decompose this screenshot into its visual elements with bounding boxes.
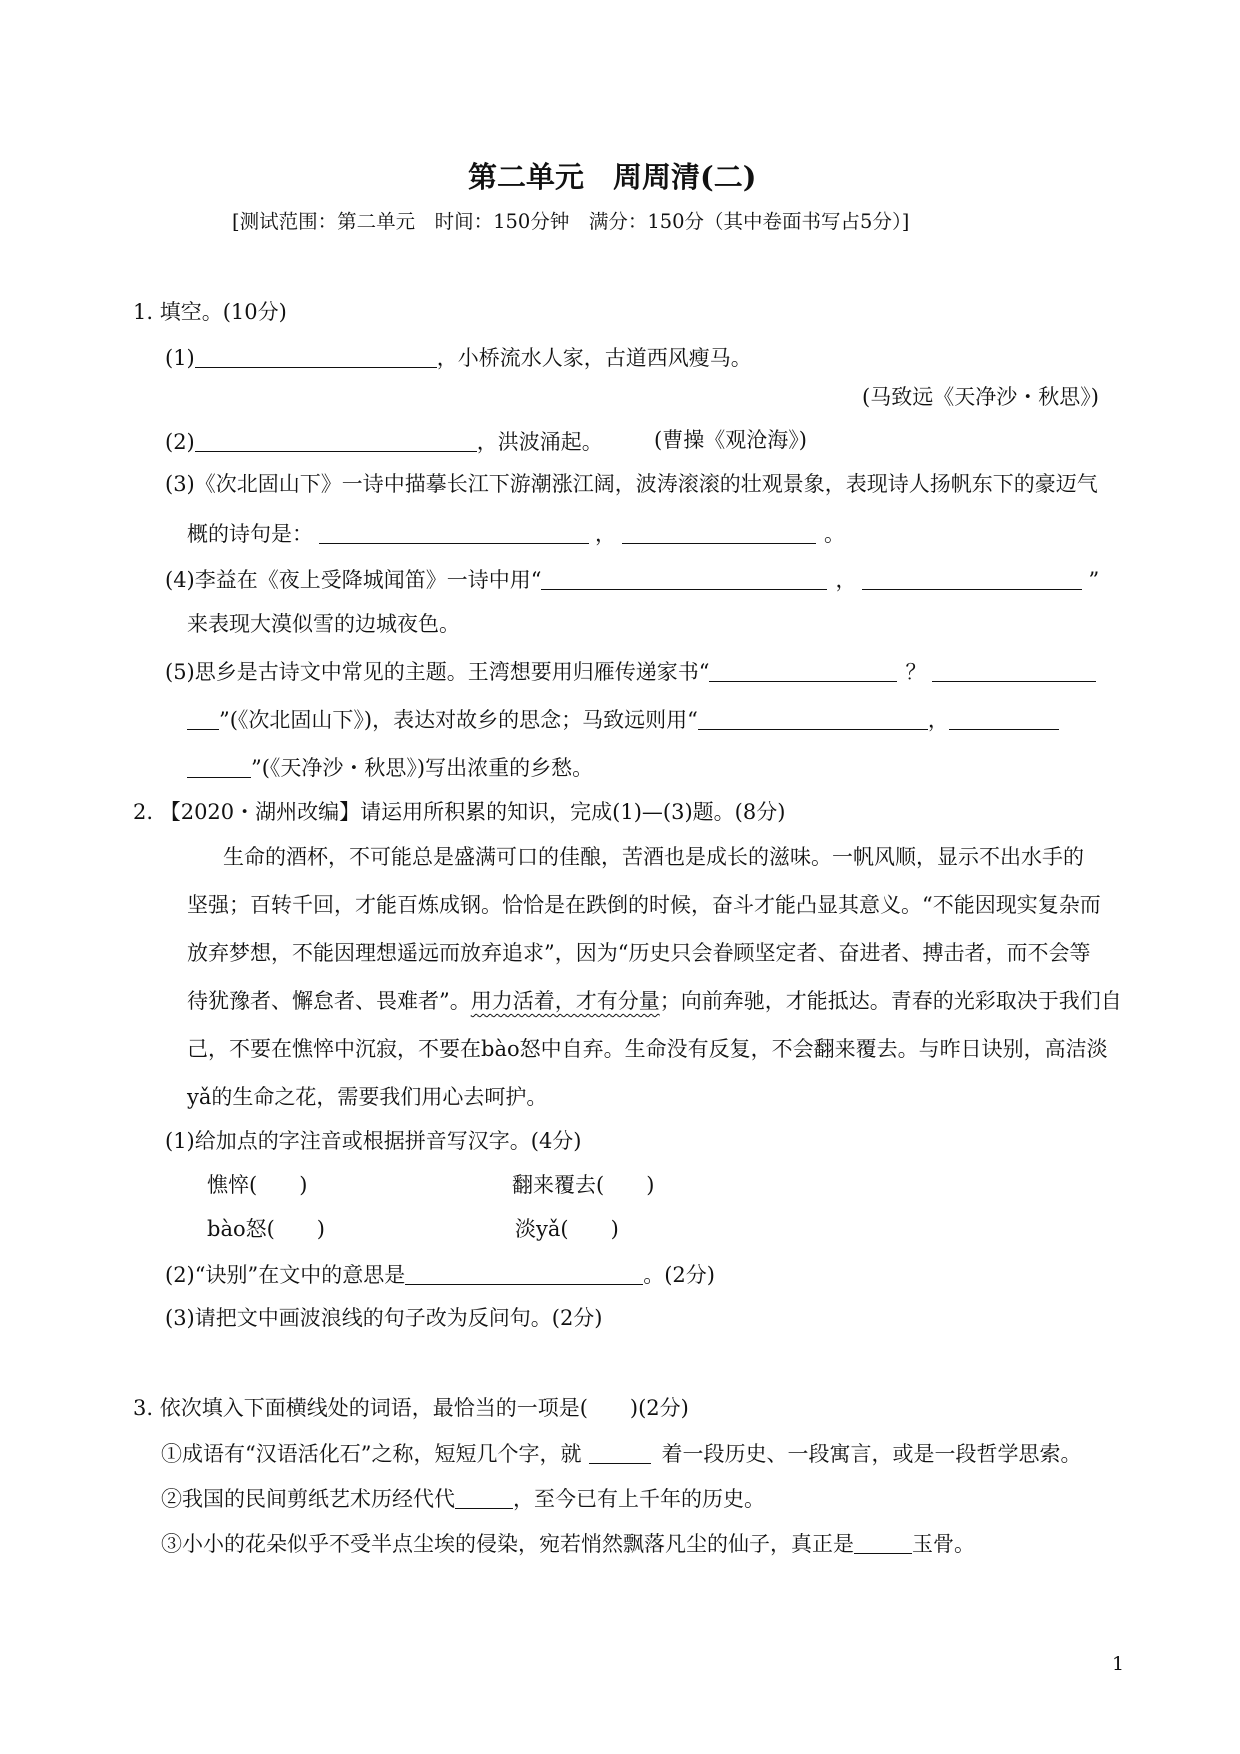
answer-blank[interactable] <box>949 708 1059 730</box>
item-text: ”(《次北固山下》)，表达对故乡的思念；马致远则用“ <box>219 708 698 732</box>
item-text: ， <box>835 568 857 592</box>
item-text: ③小小的花朵似乎不受半点尘埃的侵染，宛若悄然飘落凡尘的仙子，真正是 <box>161 1532 854 1556</box>
q1-item-4-line-2: 来表现大漠似雪的边城夜色。 <box>187 612 460 636</box>
q1-item-5-line-1 <box>165 660 1096 683</box>
answer-blank[interactable] <box>862 568 1082 590</box>
answer-blank[interactable] <box>195 346 437 368</box>
q1-item-2 <box>165 430 603 453</box>
q2-heading: 2. 【2020・湖州改编】请运用所积累的知识，完成(1)—(3)题。(8分) <box>133 800 786 824</box>
test-info: [测试范围：第二单元 时间：150分钟 满分：150分（其中卷面书写占5分）] <box>232 210 910 233</box>
item-text: (2)“诀别”在文中的意思是 <box>165 1263 406 1287</box>
q3-line-1 <box>161 1442 1081 1465</box>
item-text: 。(2分) <box>643 1263 715 1287</box>
q2-passage-line-1: 生命的酒杯，不可能总是盛满可口的佳酿，苦酒也是成长的滋味。一帆风顺，显示不出水手的 <box>223 845 1084 869</box>
item-text: ，洪波涌起。 <box>476 430 603 454</box>
answer-blank[interactable] <box>187 708 219 730</box>
answer-blank[interactable] <box>319 522 589 544</box>
word-item: bào怒( ) <box>207 1217 325 1241</box>
q3-line-2 <box>161 1487 765 1510</box>
item-text: ， <box>595 522 616 546</box>
q2-sub-1: (1)给加点的字注音或根据拼音写汉字。(4分) <box>165 1129 582 1153</box>
item-text: 着一段历史、一段寓言，或是一段哲学思索。 <box>661 1442 1082 1466</box>
q2-passage-line-2: 坚强；百转千回，才能百炼成钢。恰恰是在跌倒的时候，奋斗才能凸显其意义。“不能因现实复杂而 <box>187 893 1101 917</box>
item-text: ②我国的民间剪纸艺术历经代代 <box>161 1487 455 1511</box>
item-text: ， <box>927 708 949 732</box>
q3-line-3 <box>161 1532 975 1555</box>
answer-blank[interactable] <box>541 568 827 590</box>
q1-item-3-line-2 <box>187 522 845 545</box>
word-item: 憔悴( ) <box>207 1173 308 1197</box>
passage-text: 待犹豫者、懈怠者、畏难者”。 <box>187 989 471 1013</box>
answer-blank[interactable] <box>195 430 477 452</box>
item-text: ” <box>1088 568 1100 592</box>
q1-heading: 1. 填空。(10分) <box>133 300 287 324</box>
q1-item-3-line-1: (3)《次北固山下》一诗中描摹长江下游潮涨江阔，波涛滚滚的壮观景象，表现诗人扬帆东下的豪迈气 <box>165 472 1098 496</box>
q2-passage-line-6: yǎ的生命之花，需要我们用心去呵护。 <box>187 1085 548 1109</box>
word-item: 翻来覆去( ) <box>512 1173 655 1197</box>
answer-blank[interactable] <box>622 522 816 544</box>
answer-blank[interactable] <box>187 756 251 778</box>
answer-blank[interactable] <box>709 660 897 682</box>
answer-blank[interactable] <box>589 1442 651 1464</box>
q3-heading: 3. 依次填入下面横线处的词语，最恰当的一项是( )(2分) <box>133 1396 689 1420</box>
q2-sub-2 <box>165 1263 715 1286</box>
item-text: 。 <box>824 522 845 546</box>
item-text: 概的诗句是： <box>187 522 313 546</box>
item-number: (2) <box>165 430 195 454</box>
page-number: 1 <box>1112 1653 1125 1675</box>
item-text: ”(《天净沙・秋思》)写出浓重的乡愁。 <box>251 756 594 780</box>
word-item: 淡yǎ( ) <box>515 1217 619 1241</box>
answer-blank[interactable] <box>405 1263 643 1285</box>
q2-passage-line-5: 己，不要在憔悴中沉寂，不要在bào怒中自弃。生命没有反复，不会翻来覆去。与昨日诀别，高洁淡 <box>187 1037 1108 1061</box>
item-text: 玉骨。 <box>912 1532 975 1556</box>
q1-item-2-source: (曹操《观沧海》) <box>654 428 807 452</box>
item-text: ①成语有“汉语活化石”之称，短短几个字，就 <box>161 1442 582 1466</box>
page-title: 第二单元 周周清(二) <box>468 160 757 194</box>
q1-item-5-line-2 <box>187 708 1059 731</box>
q1-item-1 <box>165 346 752 369</box>
item-number: (1) <box>165 346 195 370</box>
q1-item-5-line-3 <box>187 756 593 779</box>
item-text: (4)李益在《夜上受降城闻笛》一诗中用“ <box>165 568 542 592</box>
answer-blank[interactable] <box>932 660 1096 682</box>
wavy-underlined-sentence: 用力活着，才有分量 <box>470 989 660 1013</box>
q2-sub-3: (3)请把文中画波浪线的句子改为反问句。(2分) <box>165 1306 603 1330</box>
answer-blank[interactable] <box>455 1487 513 1509</box>
q1-item-4-line-1 <box>165 568 1099 591</box>
item-text: (5)思乡是古诗文中常见的主题。王湾想要用归雁传递家书“ <box>165 660 710 684</box>
q2-passage-line-3: 放弃梦想，不能因理想遥远而放弃追求”，因为“历史只会眷顾坚定者、奋进者、搏击者，而不会等 <box>187 941 1091 965</box>
item-text: ，小桥流水人家，古道西风瘦马。 <box>436 346 752 370</box>
answer-blank[interactable] <box>854 1532 912 1554</box>
item-text: ？ <box>905 660 927 684</box>
answer-blank[interactable] <box>698 708 928 730</box>
q1-item-1-source: (马致远《天净沙・秋思》) <box>862 385 1099 409</box>
passage-text: ；向前奔驰，才能抵达。青春的光彩取决于我们自 <box>659 989 1122 1013</box>
q2-passage-line-4 <box>187 991 1122 1012</box>
item-text: ，至今已有上千年的历史。 <box>513 1487 765 1511</box>
